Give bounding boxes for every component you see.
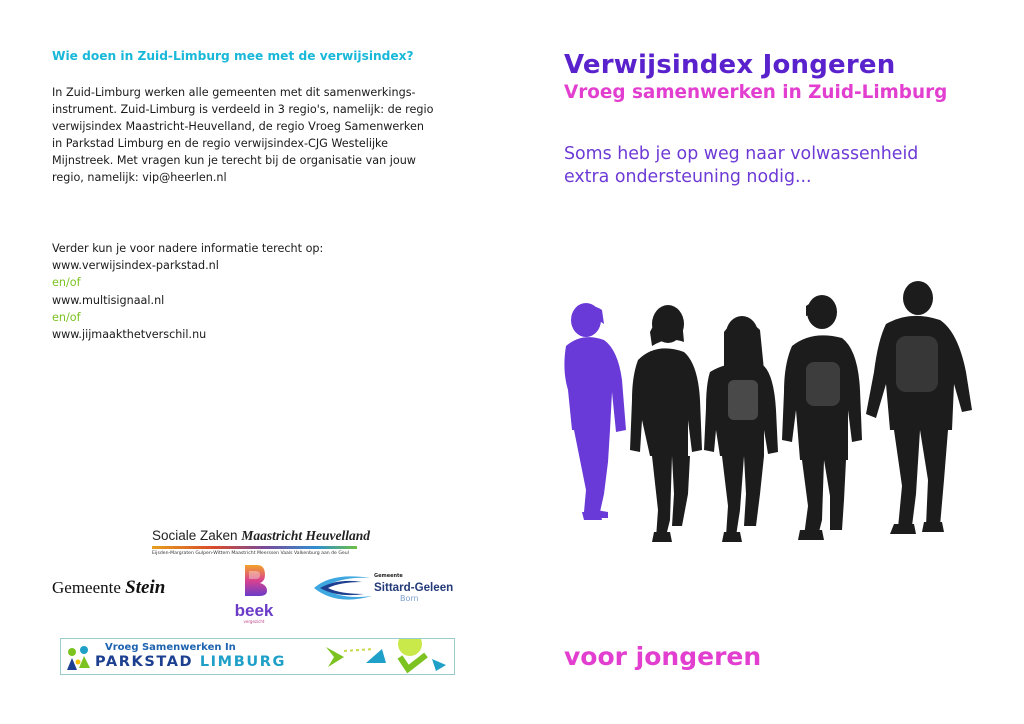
banner-line-2: PARKSTAD LIMBURG (95, 654, 287, 670)
beek-tagline: vergezicht (243, 619, 265, 624)
links-section (52, 240, 323, 343)
sociale-zaken-name: Sociale Zaken Maastricht Heuvelland (152, 528, 370, 543)
dark-figure-2 (630, 305, 702, 542)
question-heading: Wie doen in Zuid-Limburg mee met de verwijsindex? (52, 49, 414, 63)
children-figures-icon (64, 640, 94, 673)
tagline-line: extra ondersteuning nodig... (564, 167, 812, 187)
dark-figure-5 (866, 281, 972, 534)
link-multisignaal[interactable]: www.multisignaal.nl (52, 293, 165, 307)
sittard-gemeente: Gemeente (374, 573, 403, 579)
parkstad-banner (60, 638, 455, 675)
sociale-zaken-color-bar (152, 546, 357, 549)
dark-figure-3 (704, 316, 778, 542)
link-jijmaakthetverschil[interactable]: www.jijmaakthetverschil.nu (52, 328, 207, 342)
paragraph-line: In Zuid-Limburg werken alle gemeenten met dit samenwerkings- (52, 86, 416, 99)
paragraph-line: instrument. Zuid-Limburg is verdeeld in 3 regio's, namelijk: de regio (52, 103, 434, 116)
tagline (564, 143, 918, 189)
tagline-line: Soms heb je op weg naar volwassenheid (564, 144, 919, 164)
sittard-born: Born (400, 594, 419, 603)
sittard-geleen-logo (312, 570, 472, 606)
links-intro: Verder kun je voor nadere informatie terecht op: (52, 242, 324, 255)
paragraph-line: verwijsindex Maastricht-Heuvelland, de regio Vroeg Samenwerken (52, 120, 424, 133)
sittard-name: Sittard-Geleen (374, 581, 454, 594)
beek-emblem-icon (239, 563, 269, 597)
info-paragraph (52, 84, 472, 186)
beek-name: beek (234, 601, 274, 620)
paragraph-line: regio, namelijk: vip@heerlen.nl (52, 171, 227, 184)
sociale-zaken-members: Eijsden-Margraten Gulpen-Wittem Maastricht Meerssen Vaals Valkenburg aan de Geul (152, 551, 349, 556)
dark-figure-4 (782, 295, 862, 540)
link-verwijsindex-parkstad[interactable]: www.verwijsindex-parkstad.nl (52, 259, 219, 273)
purple-figure (564, 303, 626, 520)
page-title: Verwijsindex Jongeren (564, 50, 896, 80)
sittard-geleen-swoosh-icon (312, 570, 376, 604)
page-subtitle: Vroeg samenwerken in Zuid-Limburg (564, 82, 948, 103)
banner-arrows-icon (304, 639, 454, 674)
banner-line-1: Vroeg Samenwerken In (105, 642, 236, 653)
paragraph-line: Mijnstreek. Met vragen kun je terecht bij de organisatie van jouw (52, 154, 416, 167)
connector-en-of: en/of (52, 310, 81, 324)
gemeente-stein-logo: Gemeente Stein (52, 577, 166, 598)
paragraph-line: in Parkstad Limburg en de regio verwijsindex-CJG Westelijke (52, 137, 389, 150)
footer-label: voor jongeren (564, 642, 762, 671)
sociale-zaken-logo (152, 528, 370, 556)
connector-en-of: en/of (52, 276, 81, 290)
walking-youths-silhouette-icon (560, 280, 980, 555)
beek-logo (226, 563, 282, 624)
